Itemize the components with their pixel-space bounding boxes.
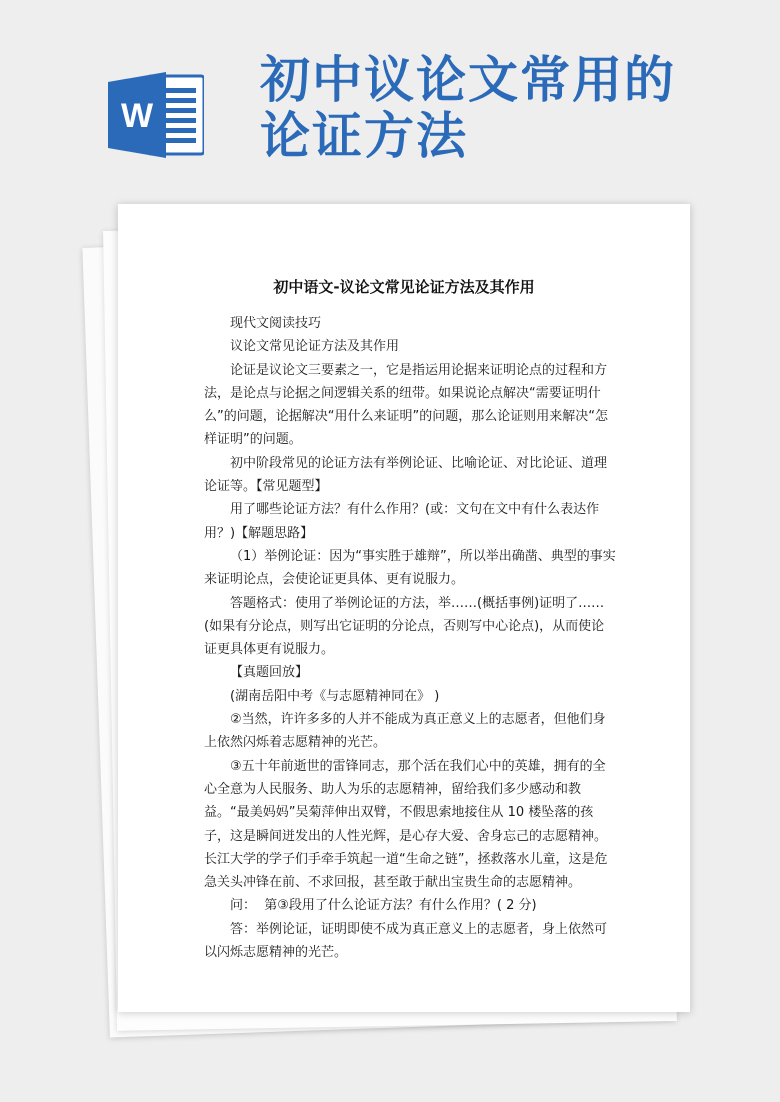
paragraph: 初中阶段常见的论证方法有举例论证、比喻论证、对比论证、道理论证等。【常见题型】 [204, 455, 608, 495]
paragraph: 用了哪些论证方法？有什么作用？(或：文句在文中有什么表达作用？)【解题思路】 [204, 502, 600, 541]
answer: 答：举例论证，证明即使不成为真正意义上的志愿者，身上依然可以闪烁志愿精神的光芒。 [204, 921, 608, 961]
page-title [260, 52, 760, 164]
paragraph: （1）举例论证：因为“事实胜于雄辩”，所以举出确凿、典型的事实来证明论点，会使论证更具体、更有说服力。 [204, 548, 616, 588]
header-banner [0, 0, 780, 200]
paragraph: ②当然，许许多多的人并不能成为真正意义上的志愿者，但他们身上依然闪烁着志愿精神的光芒。 [204, 712, 606, 751]
paragraph: ③五十年前逝世的雷锋同志，那个活在我们心中的英雄，拥有的全心全意为人民服务、助人为乐的志愿精神，留给我们多少感动和教益。“最美妈妈”吴菊萍伸出双臂，不假思索地接住从 10 楼坠落的孩子，这是瞬间迸发出的人性光辉，是心存大爱、舍身忘己的志愿精神。长江大学的学子们手牵手筑起一道“生命之链”，拯救落水儿童，这是危急关头冲锋在前、不求回报，甚至敢于献出宝贵生命的志愿精神。 [204, 758, 608, 891]
svg-text:W: W [120, 97, 154, 135]
title-line-1: 初中议论文常用的 [260, 50, 676, 109]
word-document-icon [108, 70, 204, 160]
question: 问： 第③段用了什么论证方法？有什么作用？( 2 分) [230, 898, 537, 914]
paragraph: 【真题回放】 [230, 665, 309, 681]
document-title: 初中语文-议论文常见论证方法及其作用 [273, 278, 535, 296]
paragraph: 论证是议论文三要素之一，它是指运用论据来证明论点的过程和方法，是论点与论据之间逻辑关系的纽带。如果说论点解决“需要证明什么”的问题，论据解决“用什么来证明”的问题，那么论证则用来解决“怎样证明”的问题。 [204, 362, 608, 448]
paragraph: (湖南岳阳中考《与志愿精神同在》 ) [230, 688, 440, 704]
title-line-2: 论证方法 [260, 106, 468, 165]
document-page [118, 204, 690, 1012]
document-body [204, 312, 616, 964]
paragraph: 议论文常见论证方法及其作用 [230, 339, 400, 355]
paragraph: 现代文阅读技巧 [230, 316, 322, 331]
paragraph: 答题格式：使用了举例论证的方法，举……(概括事例)证明了……(如果有分论点，则写出它证明的分论点，否则写中心论点)，从而使论证更具体更有说服力。 [204, 595, 605, 658]
